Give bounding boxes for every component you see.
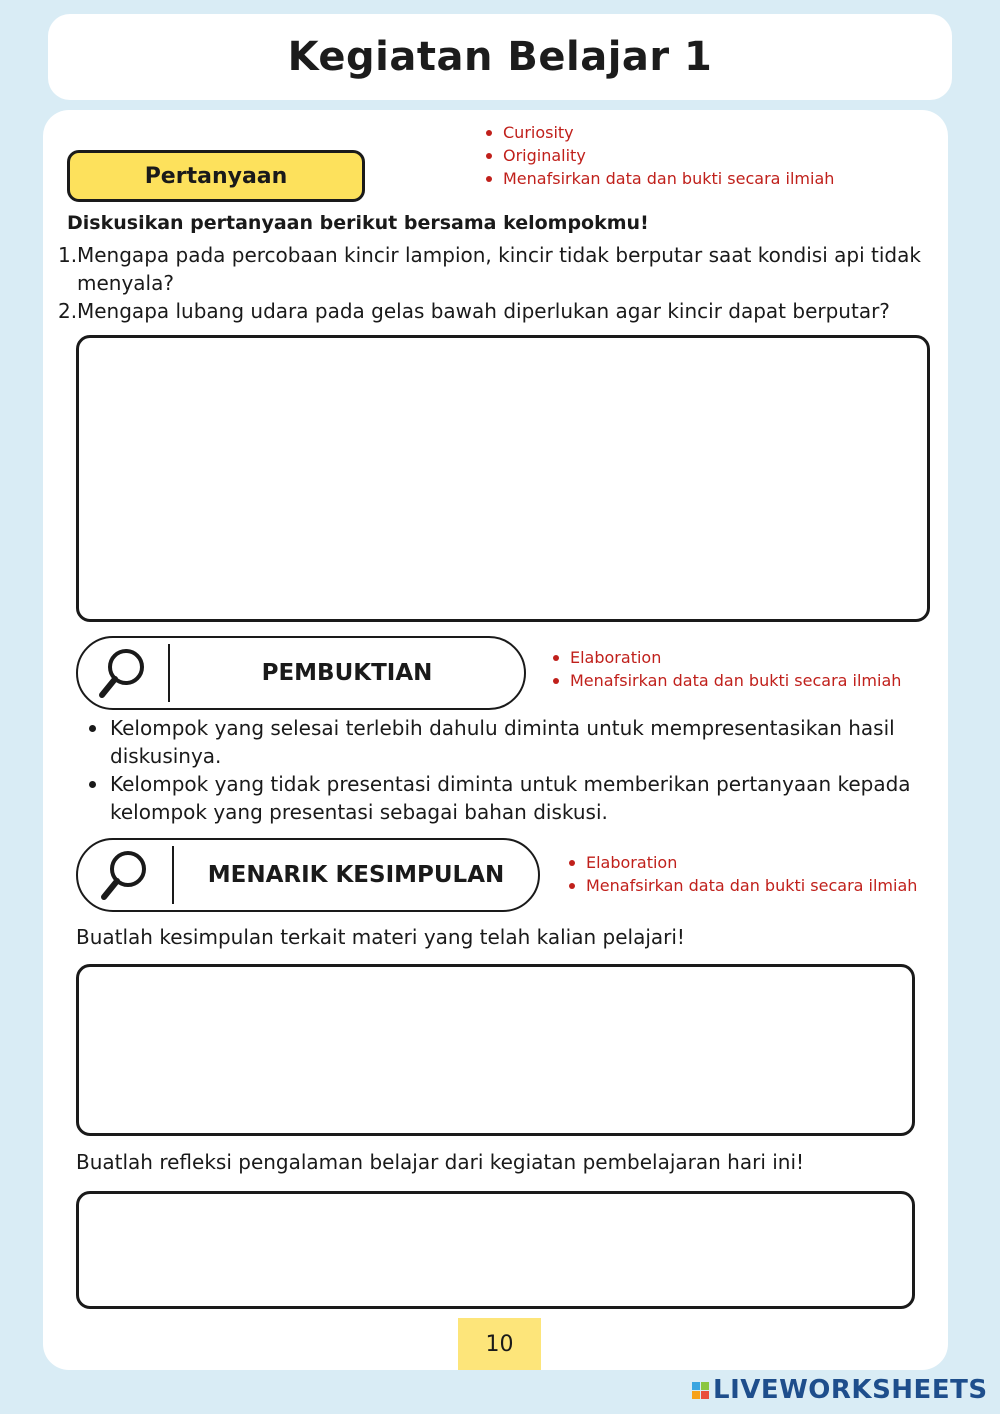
tag-item: Menafsirkan data dan bukti secara ilmiah: [483, 167, 834, 190]
brand-footer: [692, 1372, 988, 1408]
answer-box-kesimpulan[interactable]: [76, 964, 915, 1136]
question-number: 2.: [58, 299, 78, 323]
kesimpulan-heading: [76, 838, 540, 912]
question-text: Mengapa pada percobaan kincir lampion, kincir tidak berputar saat kondisi api tidak menyala?: [77, 243, 921, 295]
question-item: [58, 297, 938, 325]
pertanyaan-tags: [483, 121, 834, 190]
question-list: [58, 241, 938, 325]
instruction-text: Diskusikan pertanyaan berikut bersama kelompokmu!: [67, 212, 649, 234]
pertanyaan-label: Pertanyaan: [144, 163, 288, 189]
question-number: 1.: [58, 243, 78, 267]
bullet-item: Kelompok yang selesai terlebih dahulu diminta untuk mempresentasikan hasil diskusinya.: [78, 714, 938, 770]
pembuktian-label: PEMBUKTIAN: [261, 660, 433, 686]
kesimpulan-prompt: Buatlah kesimpulan terkait materi yang telah kalian pelajari!: [76, 925, 685, 949]
bullet-item: Kelompok yang tidak presentasi diminta untuk memberikan pertanyaan kepada kelompok yang presentasi sebagai bahan diskusi.: [78, 770, 938, 826]
kesimpulan-label: MENARIK KESIMPULAN: [207, 862, 505, 888]
tag-item: Elaboration: [550, 646, 901, 669]
kesimpulan-tags: [566, 851, 917, 897]
pertanyaan-heading: [67, 150, 365, 202]
page-title: Kegiatan Belajar 1: [287, 34, 713, 80]
answer-box-questions[interactable]: [76, 335, 930, 622]
page-number-text: 10: [485, 1331, 514, 1357]
tag-item: Elaboration: [566, 851, 917, 874]
title-card: [48, 14, 952, 100]
question-item: [58, 241, 938, 297]
magnifier-icon: [78, 638, 168, 708]
refleksi-prompt: Buatlah refleksi pengalaman belajar dari kegiatan pembelajaran hari ini!: [76, 1150, 805, 1174]
tag-item: Originality: [483, 144, 834, 167]
tag-item: Menafsirkan data dan bukti secara ilmiah: [550, 669, 901, 692]
pembuktian-tags: [550, 646, 901, 692]
magnifier-icon: [78, 840, 172, 910]
question-text: Mengapa lubang udara pada gelas bawah diperlukan agar kincir dapat berputar?: [77, 299, 890, 323]
liveworksheets-logo-icon: [692, 1382, 709, 1399]
brand-name: LIVEWORKSHEETS: [713, 1375, 988, 1405]
page-number: [458, 1318, 541, 1370]
tag-item: Curiosity: [483, 121, 834, 144]
pembuktian-heading: [76, 636, 526, 710]
tag-item: Menafsirkan data dan bukti secara ilmiah: [566, 874, 917, 897]
pembuktian-bullets: [78, 714, 938, 826]
answer-box-refleksi[interactable]: [76, 1191, 915, 1309]
